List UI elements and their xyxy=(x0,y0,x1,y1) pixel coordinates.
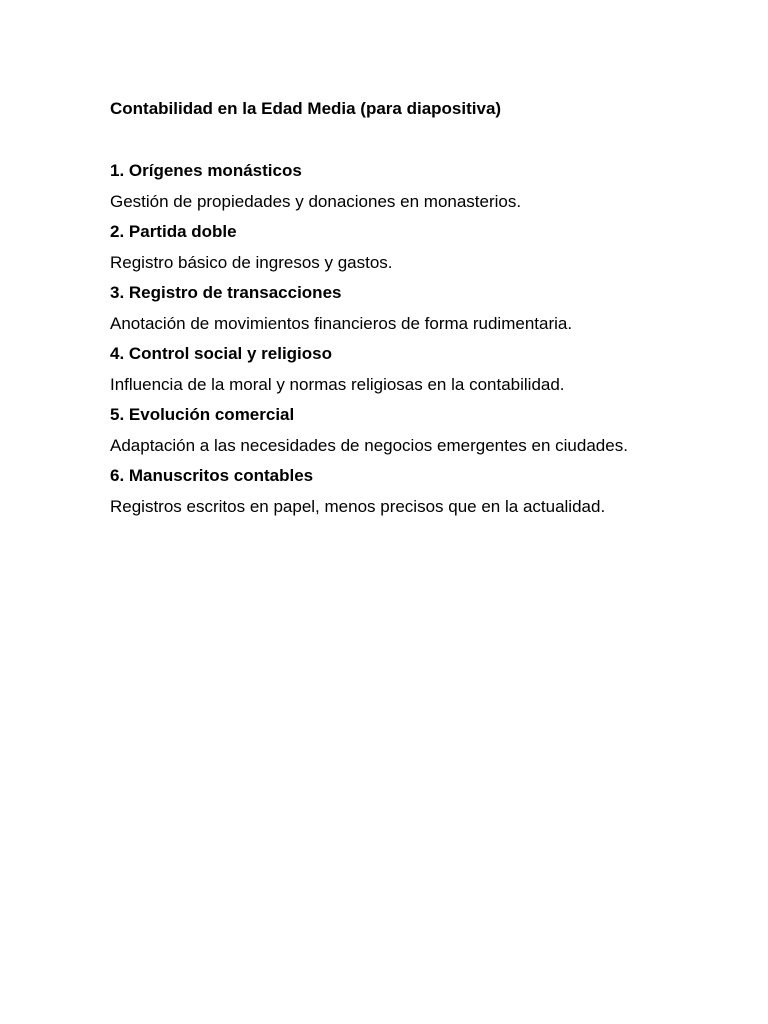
section-1 xyxy=(110,160,650,212)
section-body: Registros escritos en papel, menos precisos que en la actualidad. xyxy=(110,497,606,516)
section-body: Anotación de movimientos financieros de forma rudimentaria. xyxy=(110,314,573,333)
section-2 xyxy=(110,221,650,273)
document-title: Contabilidad en la Edad Media (para diapositiva) xyxy=(110,99,502,118)
section-heading: 2. Partida doble xyxy=(110,222,237,241)
section-body: Adaptación a las necesidades de negocios emergentes en ciudades. xyxy=(110,436,628,455)
section-body: Registro básico de ingresos y gastos. xyxy=(110,253,393,272)
section-6 xyxy=(110,465,650,517)
section-body: Gestión de propiedades y donaciones en monasterios. xyxy=(110,192,522,211)
section-heading: 1. Orígenes monásticos xyxy=(110,161,302,180)
section-body: Influencia de la moral y normas religiosas en la contabilidad. xyxy=(110,375,565,394)
section-4 xyxy=(110,343,650,395)
section-heading: 6. Manuscritos contables xyxy=(110,466,314,485)
section-3 xyxy=(110,282,650,334)
document-page xyxy=(110,98,650,526)
section-5 xyxy=(110,404,650,456)
section-heading: 3. Registro de transacciones xyxy=(110,283,342,302)
section-heading: 5. Evolución comercial xyxy=(110,405,295,424)
section-heading: 4. Control social y religioso xyxy=(110,344,332,363)
